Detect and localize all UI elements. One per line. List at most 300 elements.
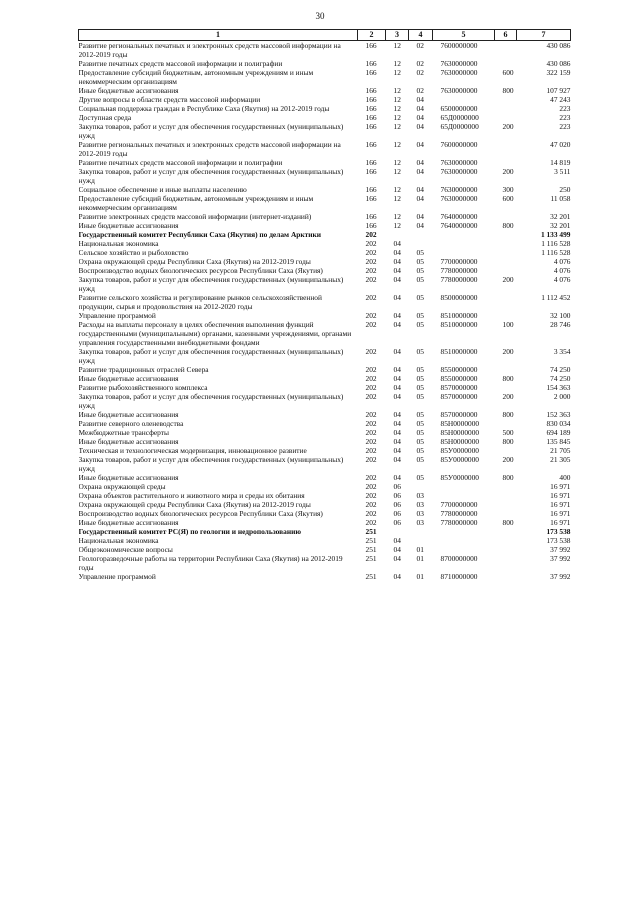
cell-subsection: 05 [416,257,424,266]
cell-target-article [433,527,495,536]
cell-ministry-code: 202 [365,446,377,455]
cell-amount: 152 363 [546,410,571,419]
cell-subsection: 02 [416,59,424,68]
cell-name: Развитие северного оленеводства [78,419,184,428]
table-row [79,212,571,221]
cell-subsection [409,527,433,536]
cell-subsection: 02 [416,41,424,50]
header-cell-target-article: 5 [433,30,495,41]
cell-expense-type: 200 [502,455,514,464]
cell-ministry-code: 202 [365,347,377,356]
cell-expense-type [495,266,517,275]
cell-subsection: 04 [416,167,424,176]
cell-target-article: 65Д0000000 [440,122,479,131]
cell-subsection [409,230,433,239]
cell-section: 06 [393,500,401,509]
table-row [79,248,571,257]
cell-expense-type [495,491,517,500]
cell-target-article: 7780000000 [440,275,478,284]
cell-expense-type [495,140,517,158]
cell-name: Социальное обеспечение и иные выплаты населению [78,185,247,194]
cell-target-article: 8510000000 [440,320,478,329]
cell-section: 04 [393,257,401,266]
cell-target-article: 7630000000 [440,167,478,176]
cell-section: 06 [393,491,401,500]
cell-subsection: 04 [416,158,424,167]
page-number: 30 [315,11,325,21]
cell-amount: 37 992 [550,572,571,581]
cell-amount: 1 116 528 [541,248,571,257]
cell-ministry-code: 202 [365,374,377,383]
cell-amount: 3 511 [554,167,571,176]
cell-amount: 21 705 [550,446,571,455]
cell-section: 04 [393,374,401,383]
cell-target-article: 85Н0000000 [440,428,480,437]
cell-amount: 223 [559,104,571,113]
table-row [79,257,571,266]
cell-ministry-code: 166 [365,140,377,149]
cell-name: Развитие региональных печатных и электронных средств массовой информации на 2012-2019 годы [78,140,341,158]
cell-expense-type: 800 [502,410,514,419]
cell-section: 12 [393,194,401,203]
table-row [79,518,571,527]
header-cell-name: 1 [79,30,358,41]
table-row [79,167,571,185]
cell-amount: 74 250 [550,374,571,383]
cell-subsection: 01 [416,545,424,554]
cell-section: 12 [393,167,401,176]
cell-section [386,527,409,536]
cell-section: 04 [393,275,401,284]
cell-target-article: 8550000000 [440,365,478,374]
cell-subsection: 04 [416,221,424,230]
cell-subsection [409,482,433,491]
cell-expense-type: 200 [502,167,514,176]
table-row [79,365,571,374]
cell-name: Развитие электронных средств массовой информации (интернет-изданий) [78,212,312,221]
cell-target-article: 8570000000 [440,383,478,392]
cell-amount: 250 [559,185,571,194]
cell-target-article [433,491,495,500]
cell-amount: 1 133 499 [540,230,571,239]
cell-name: Развитие печатных средств массовой информации и полиграфии [78,59,283,68]
cell-subsection: 05 [416,374,424,383]
cell-subsection: 03 [416,500,424,509]
cell-expense-type [495,509,517,518]
cell-ministry-code: 166 [365,221,377,230]
table-row [79,446,571,455]
table-row [79,428,571,437]
table-row [79,41,571,60]
table-row [79,185,571,194]
cell-expense-type [495,293,517,311]
cell-expense-type [495,446,517,455]
table-header-row [79,30,571,41]
table-row [79,527,571,536]
cell-target-article [433,536,495,545]
cell-expense-type [495,104,517,113]
cell-section: 04 [393,437,401,446]
table-body [79,41,571,582]
table-row [79,455,571,473]
cell-ministry-code: 202 [365,491,377,500]
cell-amount: 74 250 [550,365,571,374]
cell-target-article: 85У0000000 [440,446,479,455]
cell-expense-type [495,311,517,320]
cell-name: Иные бюджетные ассигнования [78,473,179,482]
table-row [79,230,571,239]
cell-section: 04 [393,554,401,563]
cell-subsection: 03 [416,509,424,518]
cell-subsection: 04 [416,95,424,104]
cell-name: Охрана окружающей среды Республики Саха (Якутия) на 2012-2019 годы [78,500,311,509]
cell-expense-type: 100 [502,320,514,329]
cell-amount: 430 086 [546,41,571,50]
cell-amount: 3 354 [553,347,571,356]
cell-section: 12 [393,86,401,95]
cell-name: Предоставление субсидий бюджетным, автономным учреждениям и иным некоммерческим организациям [78,194,314,212]
cell-ministry-code: 202 [365,455,377,464]
cell-target-article: 7630000000 [440,158,478,167]
cell-amount: 322 159 [546,68,571,77]
cell-amount: 4 076 [553,266,571,275]
cell-subsection: 01 [416,572,424,581]
cell-subsection: 05 [416,383,424,392]
cell-amount: 16 971 [550,509,571,518]
cell-amount: 16 971 [550,518,571,527]
cell-expense-type [495,554,517,572]
cell-ministry-code: 202 [365,428,377,437]
cell-amount: 173 538 [546,536,571,545]
cell-target-article: 85У0000000 [440,473,479,482]
cell-amount: 830 034 [546,419,571,428]
cell-target-article: 85Н0000000 [440,419,480,428]
cell-name: Воспроизводство водных биологических ресурсов Республики Саха (Якутия) [78,266,323,275]
cell-expense-type: 200 [502,392,514,401]
table-row [79,140,571,158]
cell-section: 04 [393,572,401,581]
cell-amount: 223 [559,122,571,131]
cell-ministry-code: 202 [365,437,377,446]
cell-expense-type [495,158,517,167]
table-row [79,104,571,113]
cell-expense-type [495,482,517,491]
cell-expense-type: 800 [502,437,514,446]
table-row [79,293,571,311]
cell-target-article: 7630000000 [440,194,478,203]
cell-subsection: 03 [416,518,424,527]
table-row [79,113,571,122]
cell-section: 12 [393,212,401,221]
table-row [79,158,571,167]
cell-name: Государственный комитет РС(Я) по геологии и недропользованию [78,527,302,536]
cell-section: 06 [393,518,401,527]
cell-expense-type: 200 [502,275,514,284]
budget-table [78,29,571,581]
table-row [79,347,571,365]
cell-section: 04 [393,410,401,419]
cell-section: 04 [393,392,401,401]
cell-subsection: 05 [416,320,424,329]
cell-target-article [433,545,495,554]
cell-section: 04 [393,419,401,428]
cell-target-article: 7600000000 [440,41,478,50]
cell-expense-type [495,572,517,581]
cell-amount: 47 020 [550,140,571,149]
cell-ministry-code: 202 [365,248,377,257]
table-row [79,554,571,572]
cell-name: Иные бюджетные ассигнования [78,221,179,230]
cell-section: 12 [393,122,401,131]
cell-section: 04 [393,248,401,257]
cell-name: Другие вопросы в области средств массовой информации [78,95,261,104]
cell-expense-type: 200 [502,122,514,131]
cell-expense-type: 800 [502,473,514,482]
cell-target-article [433,482,495,491]
cell-expense-type: 300 [502,185,514,194]
cell-name: Иные бюджетные ассигнования [78,410,179,419]
cell-section: 04 [393,428,401,437]
table-row [79,374,571,383]
cell-name: Доступная среда [78,113,132,122]
cell-expense-type: 800 [502,374,514,383]
cell-ministry-code: 202 [365,473,377,482]
cell-section [386,230,409,239]
cell-subsection: 05 [416,275,424,284]
cell-ministry-code: 202 [365,266,377,275]
cell-section: 04 [393,473,401,482]
cell-target-article: 85У0000000 [440,455,479,464]
cell-target-article: 8550000000 [440,374,478,383]
cell-section: 04 [393,545,401,554]
table-row [79,545,571,554]
cell-target-article: 7600000000 [440,140,478,149]
cell-expense-type: 500 [502,428,514,437]
cell-subsection: 05 [416,419,424,428]
cell-amount: 173 538 [546,527,571,536]
cell-amount: 16 971 [550,491,571,500]
cell-target-article: 7630000000 [440,86,478,95]
table-row [79,482,571,491]
cell-ministry-code: 166 [365,68,377,77]
cell-amount: 1 116 528 [541,239,571,248]
cell-ministry-code: 166 [365,212,377,221]
table-row [79,437,571,446]
cell-expense-type [495,248,517,257]
cell-section: 04 [393,347,401,356]
cell-expense-type: 800 [502,221,514,230]
cell-name: Развитие печатных средств массовой информации и полиграфии [78,158,283,167]
cell-expense-type: 600 [502,194,514,203]
cell-subsection: 04 [416,212,424,221]
cell-ministry-code: 166 [365,41,377,50]
cell-subsection: 05 [416,365,424,374]
cell-ministry-code: 202 [365,257,377,266]
cell-amount: 4 076 [553,257,571,266]
table-row [79,275,571,293]
cell-subsection: 04 [416,104,424,113]
header-cell-expense-type: 6 [495,30,517,41]
cell-amount: 37 992 [550,554,571,563]
cell-name: Межбюджетные трансферты [78,428,169,437]
cell-amount: 14 819 [550,158,571,167]
table-row [79,419,571,428]
cell-target-article: 8510000000 [440,311,478,320]
table-row [79,311,571,320]
cell-target-article: 7700000000 [440,257,478,266]
cell-name: Сельское хозяйство и рыболовство [78,248,189,257]
cell-target-article: 7640000000 [440,212,478,221]
cell-section: 04 [393,383,401,392]
table-row [79,392,571,410]
cell-ministry-code: 202 [365,509,377,518]
cell-name: Иные бюджетные ассигнования [78,86,179,95]
cell-section: 12 [393,140,401,149]
cell-subsection: 04 [416,194,424,203]
cell-name: Развитие сельского хозяйства и регулирование рынков сельскохозяйственной продукции, сырья и продовольствия на 2012-2020 годы [78,293,322,311]
cell-expense-type [495,41,517,60]
cell-ministry-code: 202 [365,383,377,392]
cell-expense-type [495,257,517,266]
cell-target-article: 6500000000 [440,104,478,113]
cell-ministry-code: 202 [365,410,377,419]
cell-amount: 107 927 [546,86,571,95]
cell-amount: 32 100 [550,311,571,320]
cell-name: Закупка товаров, работ и услуг для обеспечения государственных (муниципальных) нужд [78,167,344,185]
cell-section: 04 [393,446,401,455]
table-row [79,410,571,419]
cell-ministry-code: 166 [365,86,377,95]
cell-ministry-code: 166 [365,59,377,68]
cell-ministry-code: 202 [365,311,377,320]
table-row [79,266,571,275]
cell-amount: 4 076 [553,275,571,284]
cell-name: Предоставление субсидий бюджетным, автономным учреждениям и иным некоммерческим организациям [78,68,314,86]
cell-section: 04 [393,455,401,464]
cell-section: 04 [393,311,401,320]
cell-name: Закупка товаров, работ и услуг для обеспечения государственных (муниципальных) нужд [78,455,344,473]
cell-section: 12 [393,221,401,230]
cell-amount: 32 201 [550,221,571,230]
cell-section: 06 [393,482,401,491]
cell-section: 04 [393,536,401,545]
cell-section: 12 [393,59,401,68]
cell-name: Закупка товаров, работ и услуг для обеспечения государственных (муниципальных) нужд [78,122,344,140]
cell-ministry-code: 202 [365,293,377,302]
cell-subsection: 05 [416,392,424,401]
cell-ministry-code: 166 [365,185,377,194]
cell-subsection: 05 [416,446,424,455]
cell-section: 06 [393,509,401,518]
cell-ministry-code: 202 [365,275,377,284]
cell-subsection: 05 [416,455,424,464]
cell-ministry-code: 202 [365,230,377,239]
cell-name: Иные бюджетные ассигнования [78,374,179,383]
table-row [79,500,571,509]
cell-name: Геологоразведочные работы на территории Республики Саха (Якутия) на 2012-2019 годы [78,554,343,572]
cell-expense-type [495,59,517,68]
cell-name: Национальная экономика [78,239,159,248]
cell-name: Иные бюджетные ассигнования [78,518,179,527]
cell-expense-type: 200 [502,347,514,356]
header-cell-ministry-code: 2 [358,30,386,41]
cell-ministry-code: 166 [365,104,377,113]
cell-subsection: 02 [416,68,424,77]
cell-name: Общеэкономические вопросы [78,545,173,554]
cell-ministry-code: 202 [365,419,377,428]
table-row [79,122,571,140]
header-cell-subsection: 4 [409,30,433,41]
cell-subsection: 05 [416,347,424,356]
cell-section: 12 [393,185,401,194]
cell-section: 04 [393,266,401,275]
table-row [79,239,571,248]
cell-name: Национальная экономика [78,536,159,545]
cell-subsection: 03 [416,491,424,500]
cell-target-article: 8500000000 [440,293,478,302]
cell-target-article: 8510000000 [440,347,478,356]
cell-subsection [409,239,433,248]
cell-section: 12 [393,104,401,113]
cell-subsection: 04 [416,185,424,194]
cell-amount: 135 845 [546,437,571,446]
cell-subsection: 05 [416,248,424,257]
cell-target-article: 7780000000 [440,509,478,518]
cell-ministry-code: 202 [365,500,377,509]
cell-section: 04 [393,365,401,374]
table-row [79,509,571,518]
cell-subsection: 05 [416,410,424,419]
cell-section: 12 [393,158,401,167]
cell-expense-type [495,527,517,536]
cell-target-article [433,95,495,104]
cell-name: Закупка товаров, работ и услуг для обеспечения государственных (муниципальных) нужд [78,347,344,365]
cell-name: Социальная поддержка граждан в Республике Саха (Якутия) на 2012-2019 годы [78,104,330,113]
cell-name: Воспроизводство водных биологических ресурсов Республики Саха (Якутия) [78,509,323,518]
cell-amount: 2 000 [553,392,571,401]
cell-subsection: 05 [416,266,424,275]
cell-expense-type [495,545,517,554]
cell-amount: 21 305 [550,455,571,464]
cell-name: Охрана окружающей среды Республики Саха (Якутия) на 2012-2019 годы [78,257,311,266]
table-row [79,572,571,581]
cell-name: Развитие региональных печатных и электронных средств массовой информации на 2012-2019 годы [78,41,341,59]
cell-expense-type: 800 [502,86,514,95]
cell-section: 12 [393,41,401,50]
table-row [79,320,571,347]
cell-amount: 154 363 [546,383,571,392]
cell-subsection: 04 [416,113,424,122]
cell-section: 12 [393,113,401,122]
cell-ministry-code: 202 [365,392,377,401]
cell-amount: 37 992 [550,545,571,554]
table-row [79,536,571,545]
cell-target-article: 7700000000 [440,500,478,509]
cell-subsection: 05 [416,428,424,437]
cell-subsection: 04 [416,140,424,149]
cell-subsection: 05 [416,437,424,446]
cell-ministry-code: 166 [365,194,377,203]
cell-ministry-code: 202 [365,365,377,374]
table-row [79,59,571,68]
cell-ministry-code: 202 [365,482,377,491]
cell-ministry-code: 166 [365,122,377,131]
cell-expense-type [495,113,517,122]
cell-ministry-code: 202 [365,239,377,248]
table-row [79,194,571,212]
cell-target-article: 85Н0000000 [440,437,480,446]
cell-expense-type [495,95,517,104]
